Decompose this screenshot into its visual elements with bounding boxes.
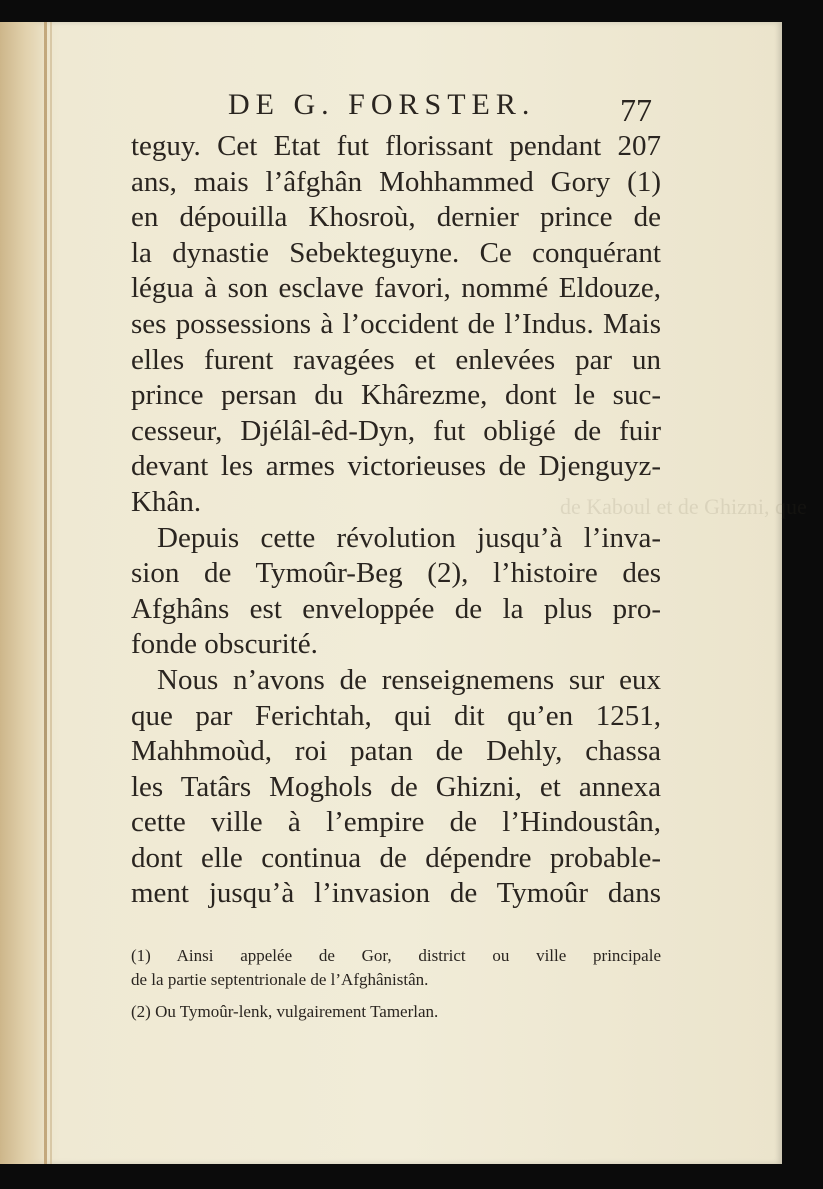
text-line: sion de Tymoûr-Beg (2), l’histoire des [131, 557, 661, 590]
footnotes [131, 944, 661, 1024]
text-line: Nous n’avons de renseignemens sur eux [157, 663, 661, 696]
running-title: DE G. FORSTER. [228, 88, 536, 121]
bleed-through-text: de Kaboul et de Ghizni, que [560, 494, 807, 519]
text-line: Mahhmoùd, roi patan de Dehly, chassa [131, 735, 661, 768]
page-gutter-shadow [0, 22, 48, 1164]
text-line: prince persan du Khârezme, dont le suc- [131, 379, 661, 412]
text-line: la dynastie Sebekteguyne. Ce conquérant [131, 236, 661, 269]
text-line: Depuis cette révolution jusqu’à l’inva- [157, 521, 661, 554]
book-page [0, 22, 807, 1164]
binding-crease-secondary [50, 22, 52, 1164]
text-line: ses possessions à l’occident de l’Indus. Mais [131, 307, 661, 340]
text-line: ment jusqu’à l’invasion de Tymoûr dans [131, 877, 661, 910]
text-line: cette ville à l’empire de l’Hindoustân, [131, 806, 661, 839]
text-line: dont elle continua de dépendre probable- [131, 841, 661, 874]
text-line: les Tatârs Moghols de Ghizni, et annexa [131, 770, 661, 803]
text-line: Afghâns est enveloppée de la plus pro- [131, 592, 661, 625]
text-line: devant les armes victorieuses de Djenguyz- [131, 450, 661, 483]
body-text [131, 129, 661, 912]
page-header [0, 80, 782, 130]
footnote-line: de la partie septentrionale de l’Afghânistân. [131, 970, 429, 989]
text-line: Khân. [131, 485, 202, 518]
text-line: teguy. Cet Etat fut florissant pendant 207 [131, 130, 661, 162]
text-line: ans, mais l’âfghân Mohhammed Gory (1) [131, 165, 661, 198]
text-line: cesseur, Djélâl-êd-Dyn, fut obligé de fuir [131, 414, 661, 447]
footnote-line: (1) Ainsi appelée de Gor, district ou ville principale [131, 946, 661, 965]
text-line: elles furent ravagées et enlevées par un [131, 343, 661, 376]
text-line: fonde obscurité. [131, 628, 318, 661]
footnote-line: (2) Ou Tymoûr-lenk, vulgairement Tamerlan. [131, 1002, 439, 1021]
page-number: 77 [620, 92, 652, 128]
text-line: en dépouilla Khosroù, dernier prince de [131, 201, 661, 234]
binding-crease [44, 22, 47, 1164]
text-line: légua à son esclave favori, nommé Eldouze, [131, 272, 661, 305]
text-line: que par Ferichtah, qui dit qu’en 1251, [131, 699, 661, 732]
